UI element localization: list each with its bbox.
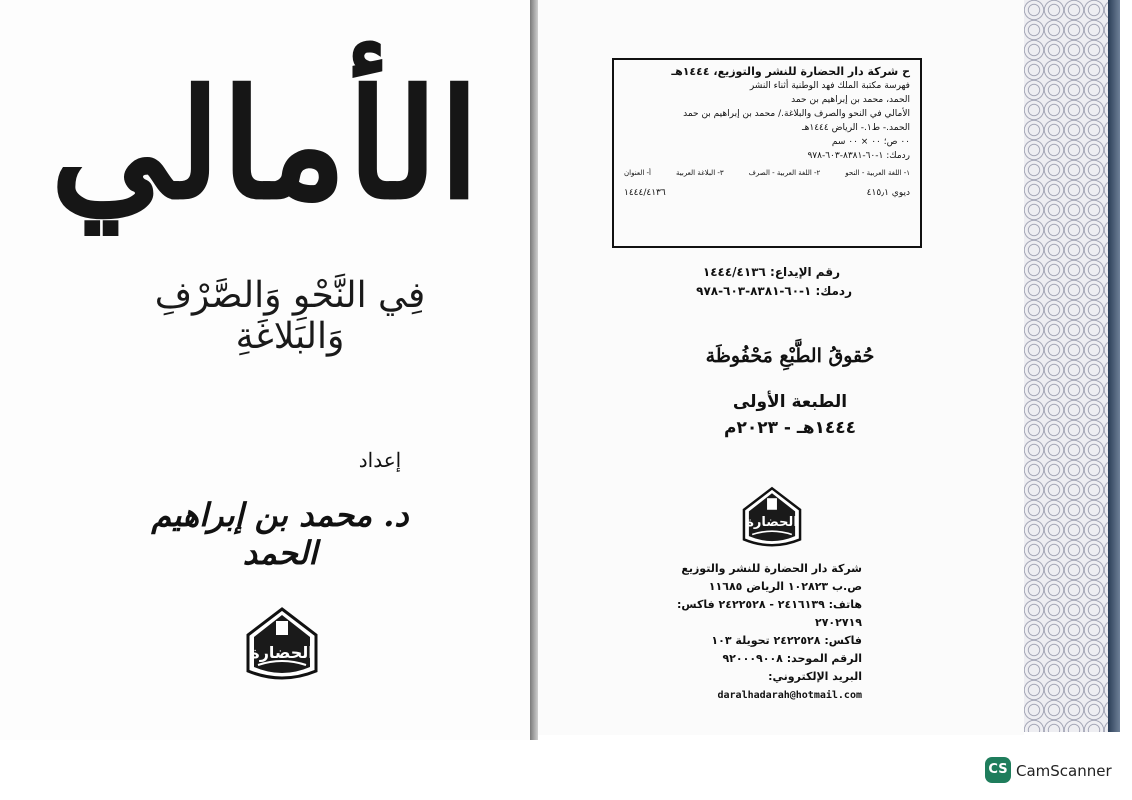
email-address[interactable]: daralhadarah@hotmail.com bbox=[717, 690, 862, 701]
camscanner-label: CamScanner bbox=[1016, 762, 1112, 780]
cip-line: فهرسة مكتبة الملك فهد الوطنية أثناء النشر bbox=[749, 81, 910, 91]
cip-line: الحمد، محمد بن إبراهيم بن حمد bbox=[791, 95, 910, 105]
decorative-pattern bbox=[1024, 0, 1108, 732]
cip-subjects bbox=[624, 166, 910, 180]
cip-dewey: ديوي ٤١٥٫١ bbox=[866, 188, 910, 198]
cip-subject: ٢- اللغة العربية - الصرف bbox=[748, 169, 821, 177]
phone: هاتف: ٢٤١٦١٣٩ - ٢٤٢٢٥٢٨ فاكس: ٢٧٠٢٧١٩ bbox=[677, 598, 862, 629]
cip-subject: ٣- البلاغة العربية bbox=[676, 169, 724, 177]
cip-footer bbox=[624, 186, 910, 200]
cip-line: ٠٠ ص؛ ٠٠ × ٠٠ سم bbox=[831, 137, 910, 147]
publisher-logo-small bbox=[737, 485, 807, 551]
unified-number: الرقم الموحد: ٩٢٠٠٠٩٠٠٨ bbox=[722, 652, 862, 665]
deposit-number: رقم الإيداع: ١٤٤٤/٤١٣٦ bbox=[702, 265, 840, 279]
cataloging-box bbox=[612, 58, 922, 248]
edition-year: ١٤٤٤هـ - ٢٠٢٣م bbox=[724, 418, 856, 438]
cip-line: الحمد.- ط١.- الرياض ١٤٤٤هـ bbox=[801, 123, 910, 133]
cip-deposit: ١٤٤٤/٤١٣٦ bbox=[624, 188, 666, 198]
publisher-name: شركة دار الحضارة للنشر والتوزيع bbox=[681, 562, 862, 575]
publisher-logo bbox=[240, 605, 324, 685]
edition: الطبعة الأولى bbox=[732, 392, 848, 412]
camscanner-logo-icon: CS bbox=[985, 757, 1011, 783]
fax: فاكس: ٢٤٢٢٥٢٨ تحويلة ١٠٣ bbox=[711, 634, 862, 647]
prepared-by-label: إعداد bbox=[358, 448, 402, 472]
cip-line: الأمالي في النحو والصرف والبلاغة./ محمد بن إبراهيم بن حمد bbox=[683, 109, 910, 119]
book-subtitle: فِي النَّحْوِ وَالصَّرْفِ وَالبَلاغَةِ bbox=[154, 275, 426, 357]
cip-isbn: ردمك: ١-٦٠-٨٣٨١-٦٠٣-٩٧٨ bbox=[807, 151, 910, 161]
left-page bbox=[0, 0, 530, 740]
publisher-contact bbox=[632, 560, 862, 705]
email-row bbox=[632, 668, 862, 705]
rights-reserved: حُقوقُ الطَّبْعِ مَحْفُوظَة bbox=[705, 345, 875, 367]
po-box: ص.ب ١٠٢٨٢٣ الرياض ١١٦٨٥ bbox=[708, 580, 862, 593]
book-gutter bbox=[530, 0, 538, 740]
logo-text: الحضارة bbox=[250, 643, 314, 662]
cip-subject: أ- العنوان bbox=[624, 169, 651, 177]
cip-header: ح شركة دار الحضارة للنشر والتوزيع، ١٤٤٤هـ bbox=[671, 65, 910, 78]
book-title: الأمالي bbox=[50, 57, 480, 233]
isbn-line: ردمك: ١-٦٠-٨٣٨١-٦٠٣-٩٧٨ bbox=[696, 284, 852, 298]
logo-text: الحضارة bbox=[746, 515, 798, 530]
cover-edge bbox=[1108, 0, 1120, 732]
email-label: البريد الإلكتروني: bbox=[768, 670, 862, 683]
author-name: د. محمد بن إبراهيم الحمد bbox=[151, 496, 409, 572]
cip-subject: ١- اللغة العربية - النحو bbox=[845, 169, 910, 177]
